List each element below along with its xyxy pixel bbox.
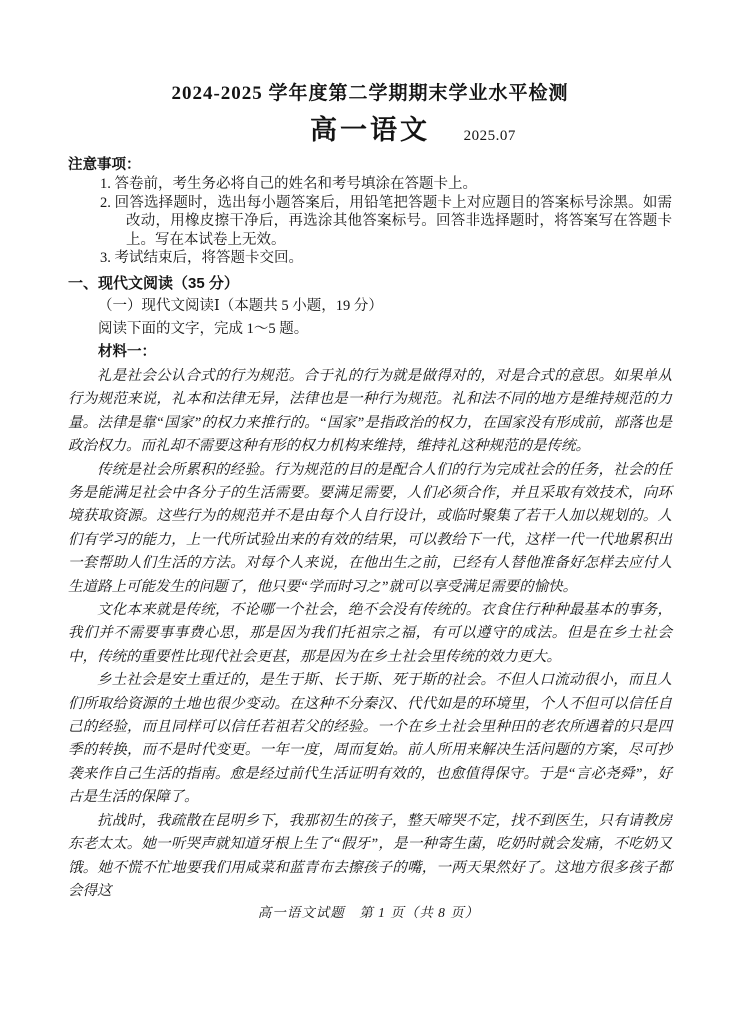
page-content bbox=[68, 82, 672, 903]
notice-section bbox=[68, 156, 672, 268]
page-footer: 高一语文试题 第 1 页（共 8 页） bbox=[257, 905, 480, 920]
notice-item-3: 3. 考试结束后，将答题卡交回。 bbox=[100, 250, 303, 267]
material-one-label: 材料一： bbox=[98, 343, 156, 360]
exam-subject: 高一语文 bbox=[310, 115, 430, 145]
material-paragraph-3: 文化本来就是传统，不论哪一个社会，绝不会没有传统的。衣食住行种种最基本的事务，我们并不需要事事费心思，那是因为我们托祖宗之福，有可以遵守的成法。但是在乡土社会中，传统的重要性比现代社会更甚，那是因为在乡土社会里传统的效力更大。 bbox=[68, 602, 672, 665]
section-modern-reading bbox=[68, 273, 672, 903]
material-paragraph-1: 礼是社会公认合式的行为规范。合于礼的行为就是做得对的，对是合式的意思。如果单从行为规范来说，礼本和法律无异，法律也是一种行为规范。礼和法不同的地方是维持规范的力量。法律是靠“国家”的权力来推行的。“国家”是指政治的权力，在国家没有形成前，部落也是政治权力。而礼却不需要这种有形的权力机构来维持，维持礼这种规范的是传统。 bbox=[68, 367, 672, 455]
material-paragraph-2: 传统是社会所累积的经验。行为规范的目的是配合人们的行为完成社会的任务，社会的任务是能满足社会中各分子的生活需要。要满足需要，人们必须合作，并且采取有效技术，向环境获取资源。这些行为的规范并不是由每个人自行设计，或临时聚集了若干人加以规划的。人们有学习的能力，上一代所试验出来的有效的结果，可以教给下一代，这样一代一代地累积出一套帮助人们生活的方法。对每个人来说，在他出生之前，已经有人替他准备好怎样去应付人生道路上可能发生的问题了，他只要“学而时习之”就可以享受满足需要的愉快。 bbox=[68, 461, 672, 595]
material-paragraph-5: 抗战时，我疏散在昆明乡下，我那初生的孩子，整天啼哭不定，找不到医生，只有请教房东老太太。她一听哭声就知道牙根上生了“假牙”，是一种寄生菌，吃奶时就会发痛，不吃奶又饿。她不慌不忙地要我们用咸菜和蓝青布去擦孩子的嘴，一两天果然好了。这地方很多孩子都会得这 bbox=[68, 812, 672, 899]
material-paragraph-4: 乡土社会是安土重迁的，是生于斯、长于斯、死于斯的社会。不但人口流动很小，而且人们所取给资源的土地也很少变动。在这种不分秦汉、代代如是的环境里，个人不但可以信任自己的经验，而且同样可以信任若祖若父的经验。一个在乡土社会里种田的老农所遇着的只是四季的转换，而不是时代变更。一年一度，周而复始。前人所用来解决生活问题的方案，尽可抄袭来作自己生活的指南。愈是经过前代生活证明有效的，也愈值得保守。于是“言必尧舜”，好古是生活的保障了。 bbox=[68, 672, 672, 806]
reading-instruction: 阅读下面的文字，完成 1～5 题。 bbox=[98, 320, 309, 337]
exam-title: 2024-2025 学年度第二学期期末学业水平检测 bbox=[171, 83, 569, 104]
notice-item-1: 1. 答卷前，考生务必将自己的姓名和考号填涂在答题卡上。 bbox=[100, 176, 477, 192]
material-one-text bbox=[68, 365, 672, 903]
part-heading: （一）现代文阅读Ⅰ（本题共 5 小题，19 分） bbox=[98, 297, 383, 314]
notice-item-2: 2. 回答选择题时，选出每小题答案后，用铅笔把答题卡上对应题目的答案标号涂黑。如需改动，用橡皮擦干净后，再选涂其他答案标号。回答非选择题时，将答案写在答题卡上。写在本试卷上无效。 bbox=[100, 194, 672, 248]
notice-heading: 注意事项： bbox=[68, 157, 141, 173]
section-heading: 一、现代文阅读（35 分） bbox=[68, 274, 239, 292]
exam-date: 2025.07 bbox=[463, 128, 516, 144]
subject-row bbox=[68, 110, 672, 150]
